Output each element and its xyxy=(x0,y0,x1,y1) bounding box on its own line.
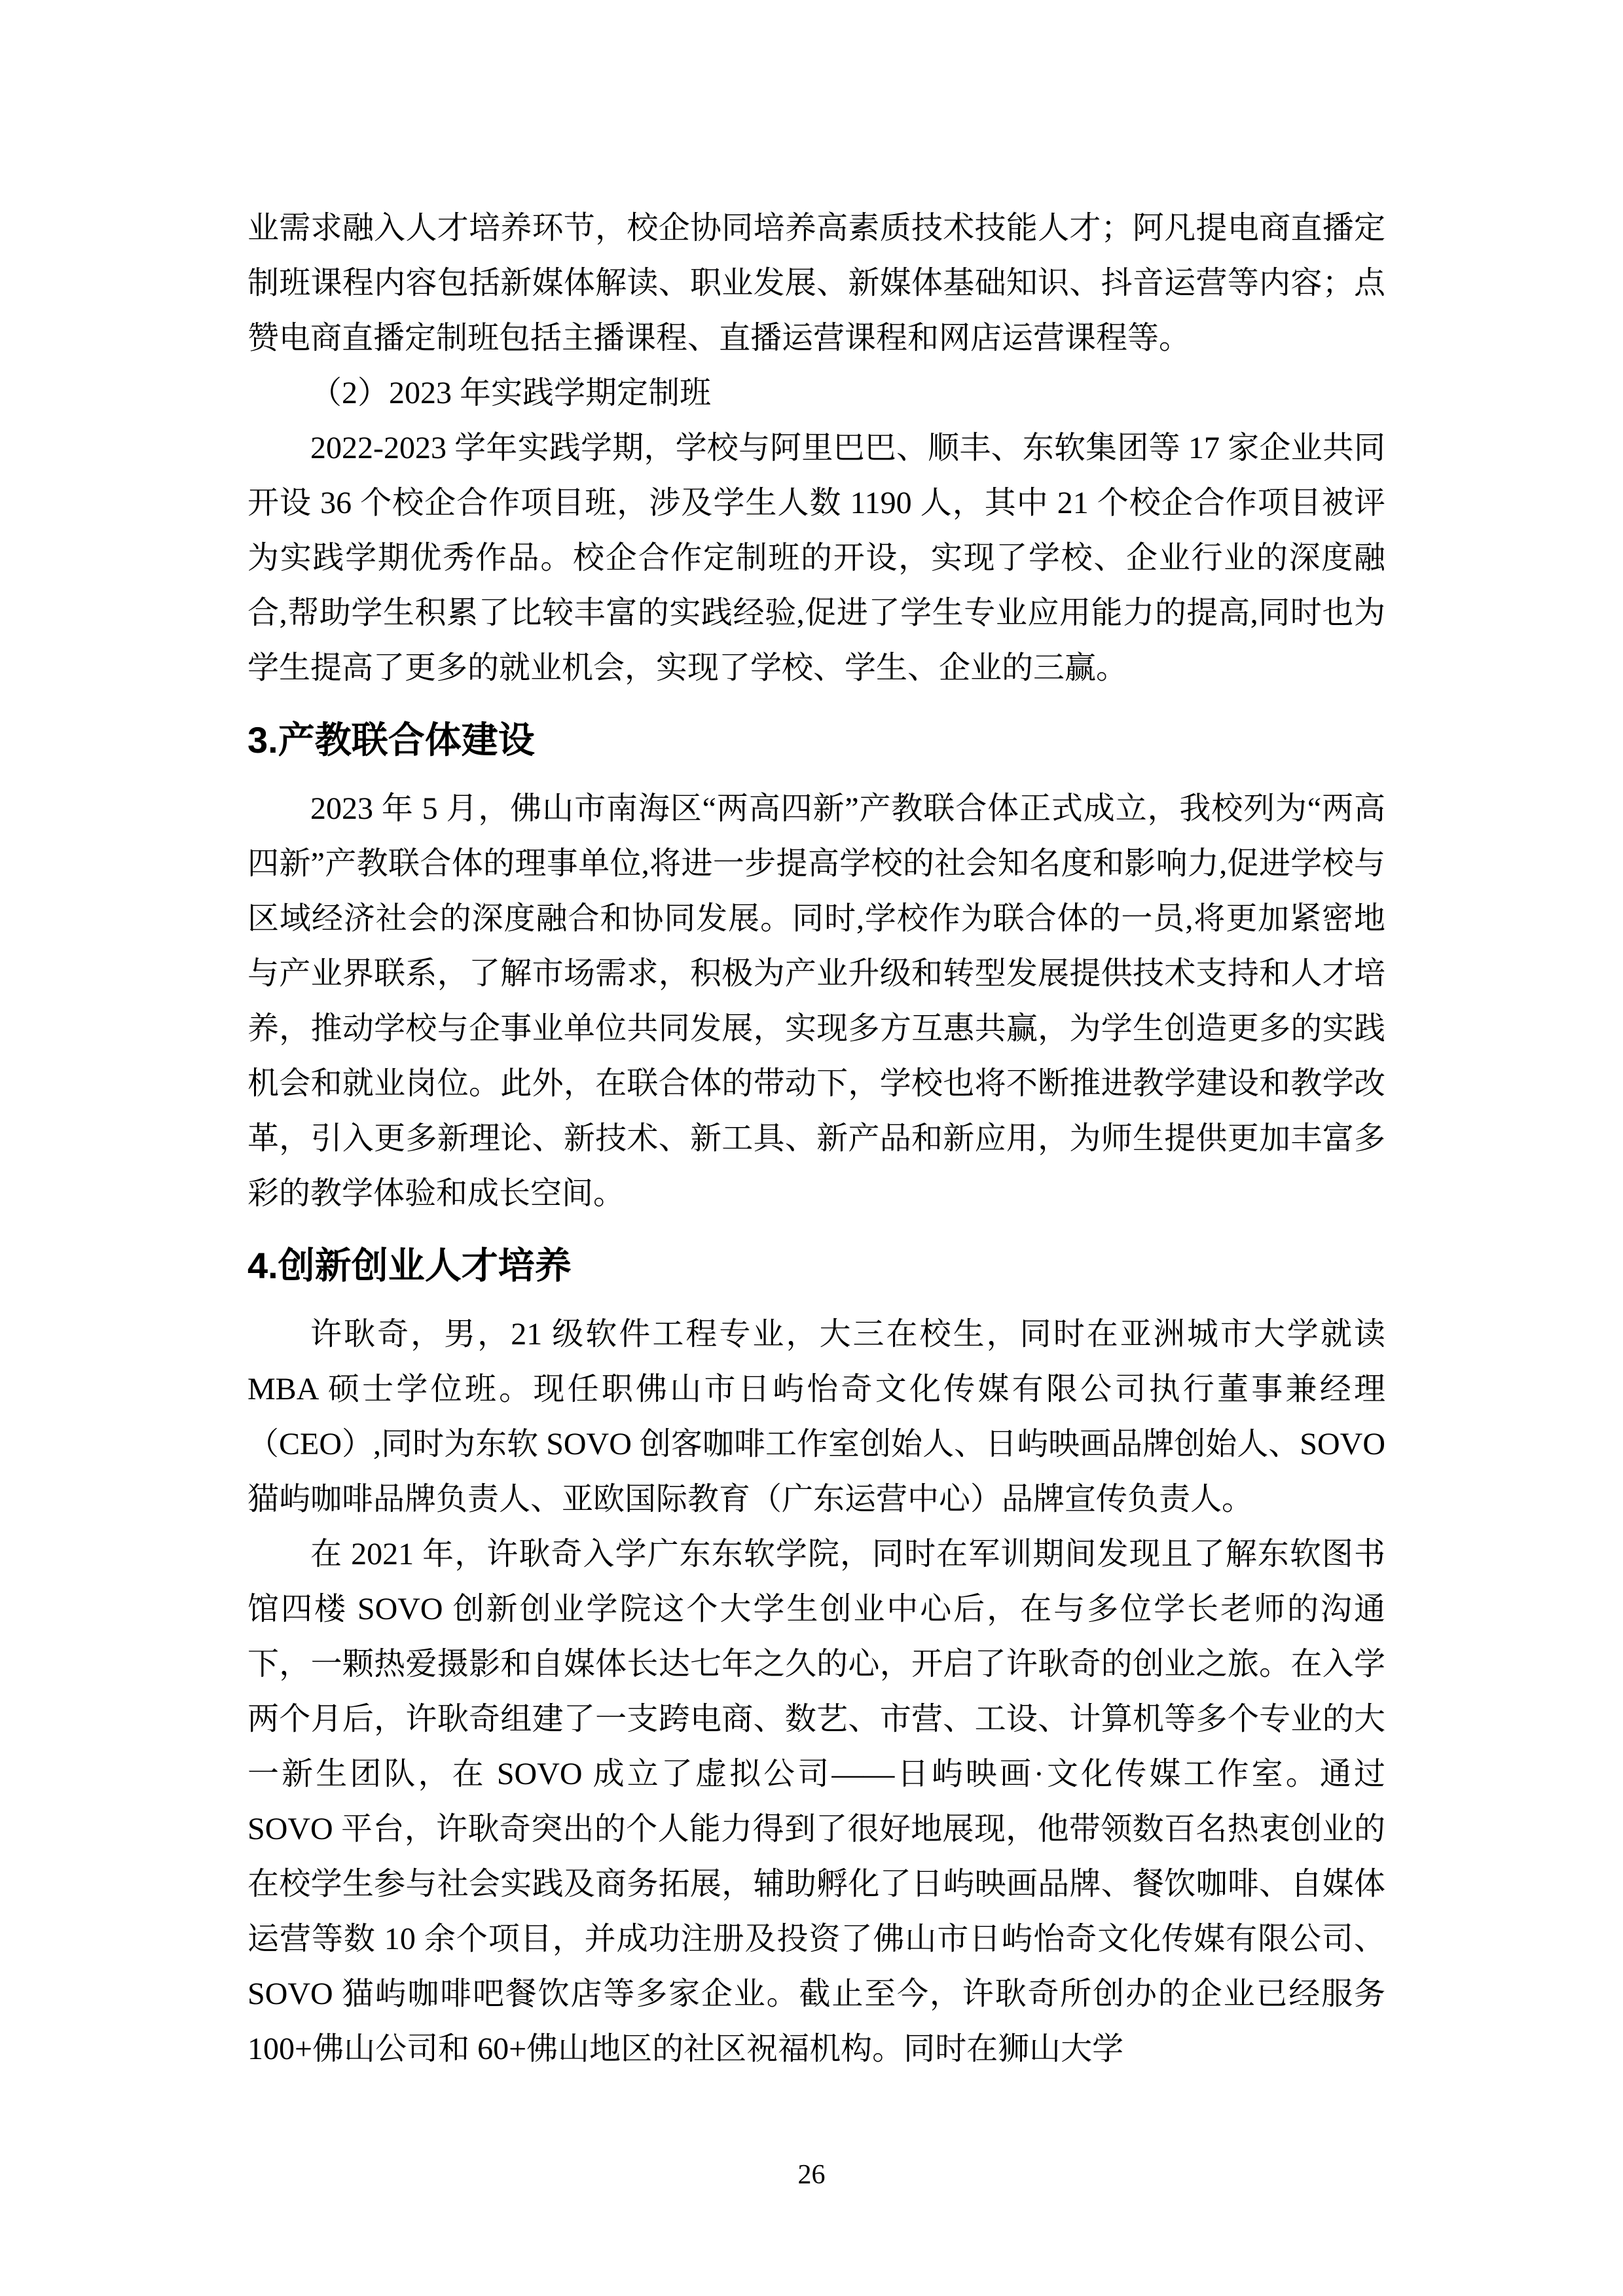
section-heading: 4.创新创业人才培养 xyxy=(247,1245,572,1286)
body-paragraph: （2）2023 年实践学期定制班 xyxy=(310,376,712,410)
body-paragraph: 在 2021 年，许耿奇入学广东东软学院，同时在军训期间发现且了解东软图书馆四楼 SOVO 创新创业学院这个大学生创业中心后，在与多位学长老师的沟通下，一颗热爱摄影和自媒体长达七年之久的心，开启了许耿奇的创业之旅。在入学两个月后，许耿奇组建了一支跨电商、数艺、市营、工设、计算机等多个专业的大一新生团队，在 SOVO 成立了虚拟公司——日屿映画·文化传媒工作室。通过 SOVO 平台，许耿奇突出的个人能力得到了很好地展现，他带领数百名热衷创业的在校学生参与社会实践及商务拓展，辅助孵化了日屿映画品牌、餐饮咖啡、自媒体运营等数 10 余个项目，并成功注册及投资了佛山市日屿怡奇文化传媒有限公司、SOVO 猫屿咖啡吧餐饮店等多家企业。截止至今，许耿奇所创办的企业已经服务 100+佛山公司和 60+佛山地区的社区祝福机构。同时在狮山大学 xyxy=(247,1537,1385,2066)
section-heading: 3.产教联合体建设 xyxy=(247,719,535,761)
page-number: 26 xyxy=(797,2160,826,2190)
body-paragraph: 2022-2023 学年实践学期，学校与阿里巴巴、顺丰、东软集团等 17 家企业共同开设 36 个校企合作项目班，涉及学生人数 1190 人，其中 21 个校企合作项目被评为实践学期优秀作品。校企合作定制班的开设，实现了学校、企业行业的深度融合,帮助学生积累了比较丰富的实践经验,促进了学生专业应用能力的提高,同时也为学生提高了更多的就业机会，实现了学校、学生、企业的三赢。 xyxy=(247,431,1385,685)
body-paragraph: 2023 年 5 月，佛山市南海区“两高四新”产教联合体正式成立，我校列为“两高四新”产教联合体的理事单位,将进一步提高学校的社会知名度和影响力,促进学校与区域经济社会的深度融合和协同发展。同时,学校作为联合体的一员,将更加紧密地与产业界联系，了解市场需求，积极为产业升级和转型发展提供技术支持和人才培养，推动学校与企事业单位共同发展，实现多方互惠共赢，为学生创造更多的实践机会和就业岗位。此外，在联合体的带动下，学校也将不断推进教学建设和教学改革，引入更多新理论、新技术、新工具、新产品和新应用，为师生提供更加丰富多彩的教学体验和成长空间。 xyxy=(247,791,1385,1211)
document-body xyxy=(247,201,1385,2077)
body-paragraph: 业需求融入人才培养环节，校企协同培养高素质技术技能人才；阿凡提电商直播定制班课程内容包括新媒体解读、职业发展、新媒体基础知识、抖音运营等内容；点赞电商直播定制班包括主播课程、直播运营课程和网店运营课程等。 xyxy=(247,211,1385,355)
body-paragraph: 许耿奇，男，21 级软件工程专业，大三在校生，同时在亚洲城市大学就读 MBA 硕士学位班。现任职佛山市日屿怡奇文化传媒有限公司执行董事兼经理（CEO）,同时为东软 SOVO 创客咖啡工作室创始人、日屿映画品牌创始人、SOVO 猫屿咖啡品牌负责人、亚欧国际教育（广东运营中心）品牌宣传负责人。 xyxy=(247,1317,1385,1516)
